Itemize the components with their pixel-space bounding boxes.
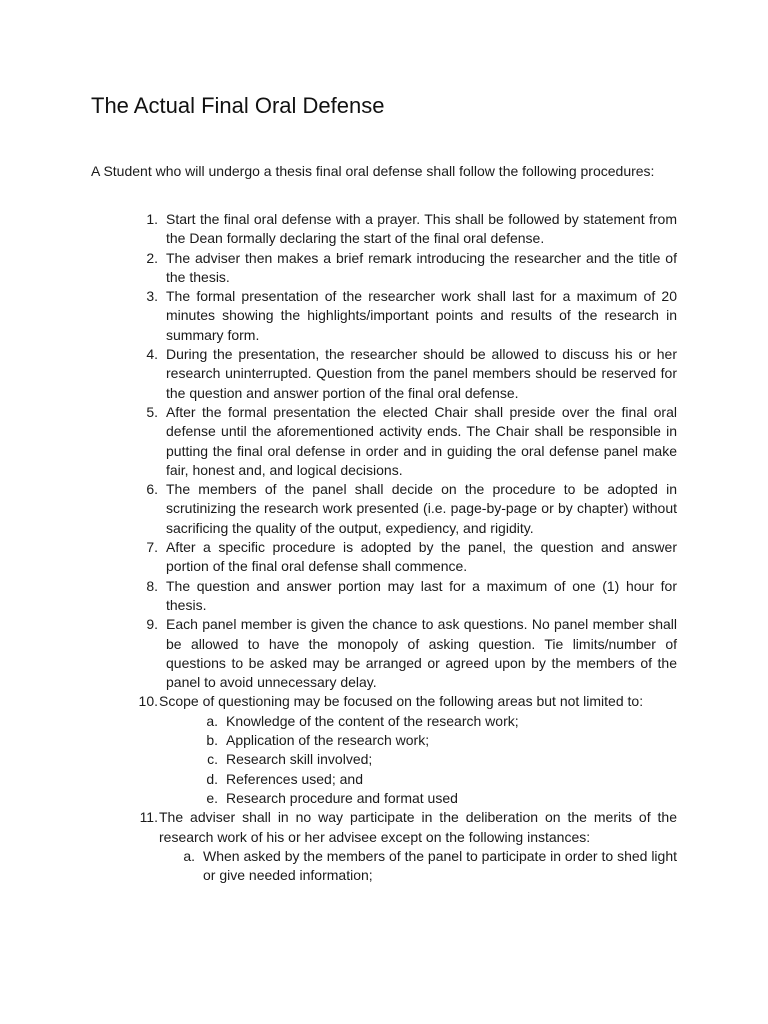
sub-list-item bbox=[91, 789, 677, 808]
sub-list-item bbox=[91, 731, 677, 750]
item-number: 8. bbox=[146, 577, 158, 594]
sub-item-letter: d. bbox=[206, 770, 218, 787]
intro-paragraph: A Student who will undergo a thesis final oral defense shall follow the following procedures: bbox=[91, 163, 655, 179]
item-text: The members of the panel shall decide on the procedure to be adopted in scrutinizing the research work presented (i.e. page-by-page or by chapter) without sacrificing the quality of the output, expediency, and rigidity. bbox=[166, 481, 677, 536]
item-text: Scope of questioning may be focused on the following areas but not limited to: bbox=[159, 693, 644, 710]
sub-list-10 bbox=[91, 712, 677, 808]
sub-list-11 bbox=[91, 847, 677, 886]
sub-item-text: Knowledge of the content of the research work; bbox=[226, 712, 519, 729]
item-text: Each panel member is given the chance to ask questions. No panel member shall be allowed to have the monopoly of asking question. Tie limits/number of questions to be asked may be arranged or agreed upon by the members of the panel to avoid unnecessary delay. bbox=[166, 616, 677, 691]
sub-list-item bbox=[91, 770, 677, 789]
item-text: The question and answer portion may last for a maximum of one (1) hour for thesis. bbox=[166, 577, 677, 613]
list-item bbox=[91, 210, 677, 249]
sub-item-text: Application of the research work; bbox=[226, 732, 430, 749]
list-item bbox=[91, 538, 677, 577]
sub-item-text: When asked by the members of the panel to participate in order to shed light or give needed information; bbox=[203, 847, 677, 884]
list-item bbox=[91, 808, 677, 847]
list-item bbox=[91, 403, 677, 480]
item-text: The adviser shall in no way participate in the deliberation on the merits of the research work of his or her advisee except on the following instances: bbox=[159, 809, 677, 845]
sub-list-item bbox=[91, 712, 677, 731]
procedure-list bbox=[91, 210, 677, 885]
item-text: Start the final oral defense with a prayer. This shall be followed by statement from the Dean formally declaring the start of the final oral defense. bbox=[166, 211, 677, 247]
sub-item-text: Research procedure and format used bbox=[226, 789, 458, 806]
item-number: 6. bbox=[146, 481, 158, 498]
item-number: 3. bbox=[146, 288, 158, 305]
sub-item-text: References used; and bbox=[226, 770, 363, 787]
item-text: The formal presentation of the researcher work shall last for a maximum of 20 minutes showing the highlights/important points and results of the research in summary form. bbox=[166, 288, 677, 343]
item-number: 9. bbox=[146, 616, 158, 633]
item-text: During the presentation, the researcher should be allowed to discuss his or her research uninterrupted. Question from the panel members should be reserved for the question and answer portion of the final oral defense. bbox=[166, 346, 677, 401]
item-number: 10. bbox=[138, 693, 158, 710]
item-text: The adviser then makes a brief remark introducing the researcher and the title of the thesis. bbox=[166, 249, 677, 285]
item-number: 5. bbox=[146, 403, 158, 420]
item-number: 11. bbox=[139, 809, 158, 826]
item-text: After a specific procedure is adopted by the panel, the question and answer portion of the final oral defense shall commence. bbox=[166, 539, 677, 575]
list-item bbox=[91, 345, 677, 403]
sub-item-letter: a. bbox=[183, 847, 195, 864]
sub-item-letter: a. bbox=[206, 712, 218, 729]
item-number: 2. bbox=[146, 249, 158, 266]
page-title: The Actual Final Oral Defense bbox=[91, 93, 385, 118]
sub-item-letter: b. bbox=[206, 732, 218, 749]
list-item bbox=[91, 480, 677, 538]
list-item bbox=[91, 249, 677, 288]
list-item bbox=[91, 692, 677, 711]
sub-list-item bbox=[91, 750, 677, 769]
sub-item-text: Research skill involved; bbox=[226, 751, 373, 768]
item-number: 7. bbox=[146, 539, 158, 556]
item-text: After the formal presentation the elected Chair shall preside over the final oral defense until the aforementioned activity ends. The Chair shall be responsible in putting the final oral defense in order and in guiding the oral defense panel make fair, honest and, and logical decisions. bbox=[166, 403, 677, 478]
sub-item-letter: e. bbox=[206, 789, 218, 806]
list-item bbox=[91, 577, 677, 616]
list-item bbox=[91, 287, 677, 345]
sub-list-item bbox=[91, 847, 677, 886]
item-number: 4. bbox=[146, 346, 158, 363]
sub-item-letter: c. bbox=[207, 751, 218, 768]
item-number: 1. bbox=[146, 211, 158, 227]
list-item bbox=[91, 615, 677, 692]
